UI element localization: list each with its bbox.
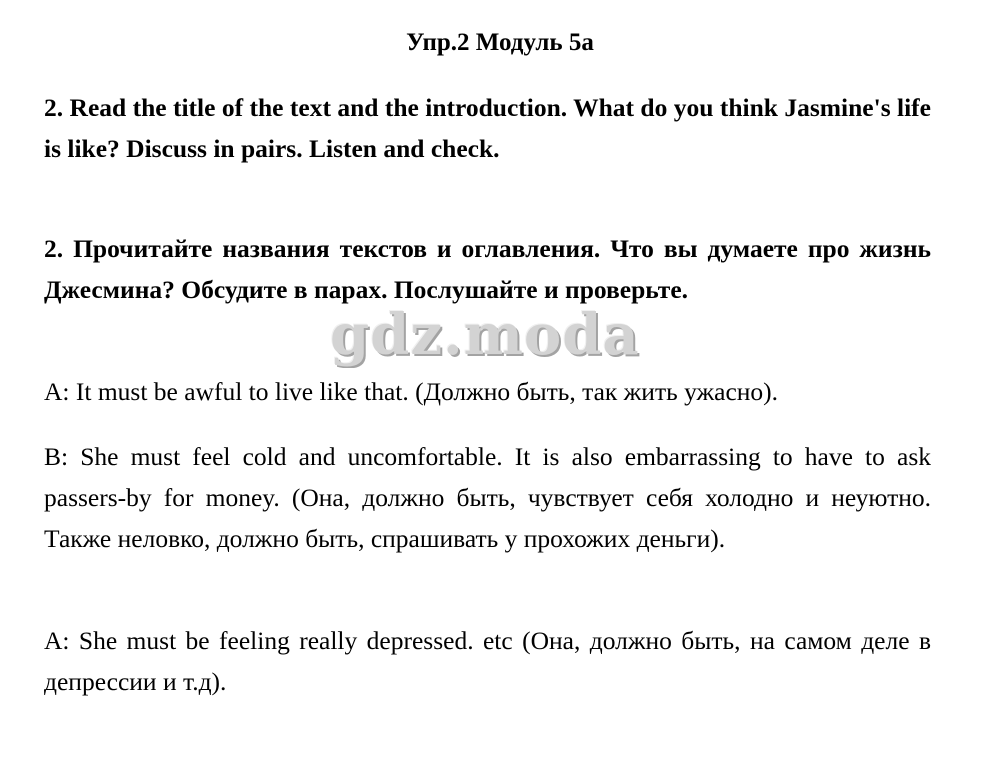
task-english: 2. Read the title of the text and the introduction. What do you think Jasmine's life is like? Discuss in pairs. Listen and check.	[44, 93, 931, 163]
answer-a-second: A: She must be feeling really depressed. etc (Она, должно быть, на самом деле в депрессии и т.д).	[44, 626, 931, 696]
answer-b: B: She must feel cold and uncomfortable. It is also embarrassing to have to ask passers-by for money. (Она, должно быть, чувствует себя холодно и неуютно. Также неловко, должно быть, спрашивать у прохожих деньги).	[44, 442, 931, 553]
page-title: Упр.2 Модуль 5а	[406, 29, 594, 56]
watermark-logo: gdz.moda	[330, 302, 640, 368]
answer-a-first: A: It must be awful to live like that. (Должно быть, так жить ужасно).	[44, 377, 779, 406]
task-russian: 2. Прочитайте названия текстов и оглавления. Что вы думаете про жизнь Джесмина? Обсудите в парах. Послушайте и проверьте.	[44, 234, 931, 304]
